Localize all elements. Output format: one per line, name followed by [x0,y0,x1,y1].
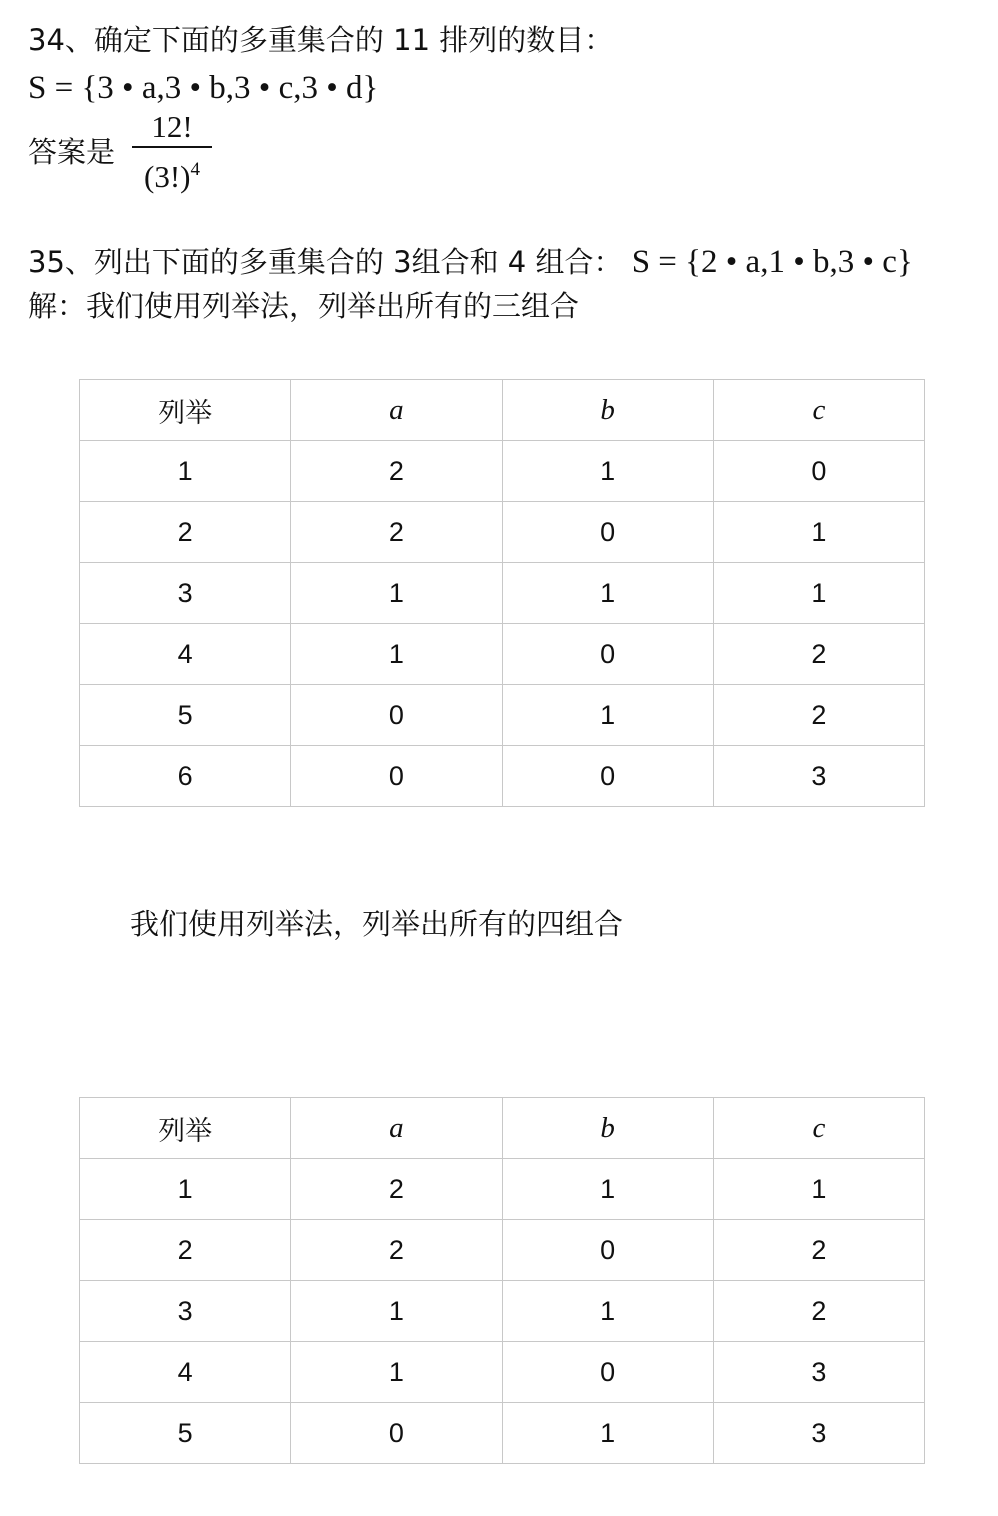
cell-c: 0 [713,441,924,502]
table-header-row [80,380,925,441]
cell-index: 4 [80,624,291,685]
cell-c: 2 [713,624,924,685]
cell-a: 1 [291,1342,502,1403]
cell-a: 1 [291,1281,502,1342]
three-combinations-table [79,379,925,807]
table-row [80,563,925,624]
cell-a: 0 [291,746,502,807]
cell-b: 1 [502,1159,713,1220]
cell-a: 2 [291,1220,502,1281]
table-row [80,502,925,563]
table-row [80,1342,925,1403]
cell-index: 5 [80,1403,291,1464]
cell-index: 5 [80,685,291,746]
cell-b: 1 [502,441,713,502]
cell-b: 1 [502,563,713,624]
fraction-exponent: 4 [190,159,200,180]
cell-c: 3 [713,1403,924,1464]
cell-a: 2 [291,1159,502,1220]
cell-index: 3 [80,563,291,624]
table-row [80,441,925,502]
cell-c: 1 [713,563,924,624]
cell-a: 2 [291,441,502,502]
cell-c: 1 [713,1159,924,1220]
cell-b: 0 [502,746,713,807]
cell-b: 1 [502,1281,713,1342]
cell-b: 1 [502,1403,713,1464]
cell-b: 0 [502,502,713,563]
cell-index: 4 [80,1342,291,1403]
cell-index: 2 [80,1220,291,1281]
cell-a: 0 [291,1403,502,1464]
cell-c: 1 [713,502,924,563]
cell-c: 3 [713,1342,924,1403]
cell-a: 1 [291,563,502,624]
header-enumeration: 列举 [80,1098,291,1159]
cell-b: 0 [502,1342,713,1403]
fraction-numerator: 12! [132,108,212,148]
table-row [80,1403,925,1464]
q34-title: 34、确定下面的多重集合的 11 排列的数目： [28,23,614,57]
cell-a: 1 [291,624,502,685]
four-combinations-intro: 我们使用列举法，列举出所有的四组合 [130,907,624,941]
q35-solution-intro: 解：我们使用列举法，列举出所有的三组合 [28,289,580,323]
header-c: c [713,1098,924,1159]
q34-set-expression: S = {3 • a,3 • b,3 • c,3 • d} [28,70,379,106]
fraction-denominator-base: (3!) [144,159,191,194]
table-row [80,624,925,685]
cell-c: 2 [713,685,924,746]
cell-b: 0 [502,624,713,685]
cell-index: 1 [80,1159,291,1220]
four-combinations-table [79,1097,925,1464]
table-row [80,746,925,807]
header-enumeration: 列举 [80,380,291,441]
q35-title [28,244,913,280]
q34-answer-label: 答案是 [28,135,116,169]
cell-a: 2 [291,502,502,563]
header-a: a [291,380,502,441]
header-a: a [291,1098,502,1159]
q35-set-expression: S = {2 • a,1 • b,3 • c} [631,244,913,280]
cell-b: 1 [502,685,713,746]
q34-answer-fraction [132,108,212,199]
cell-c: 3 [713,746,924,807]
fraction-denominator [132,148,212,199]
table-row [80,1159,925,1220]
header-b: b [502,1098,713,1159]
cell-index: 6 [80,746,291,807]
table-row [80,685,925,746]
header-c: c [713,380,924,441]
cell-c: 2 [713,1220,924,1281]
header-b: b [502,380,713,441]
cell-b: 0 [502,1220,713,1281]
cell-index: 2 [80,502,291,563]
cell-index: 3 [80,1281,291,1342]
table-row [80,1281,925,1342]
q35-title-text: 35、列出下面的多重集合的 3组合和 4 组合： [28,245,623,279]
table-row [80,1220,925,1281]
cell-index: 1 [80,441,291,502]
cell-a: 0 [291,685,502,746]
table-header-row [80,1098,925,1159]
cell-c: 2 [713,1281,924,1342]
